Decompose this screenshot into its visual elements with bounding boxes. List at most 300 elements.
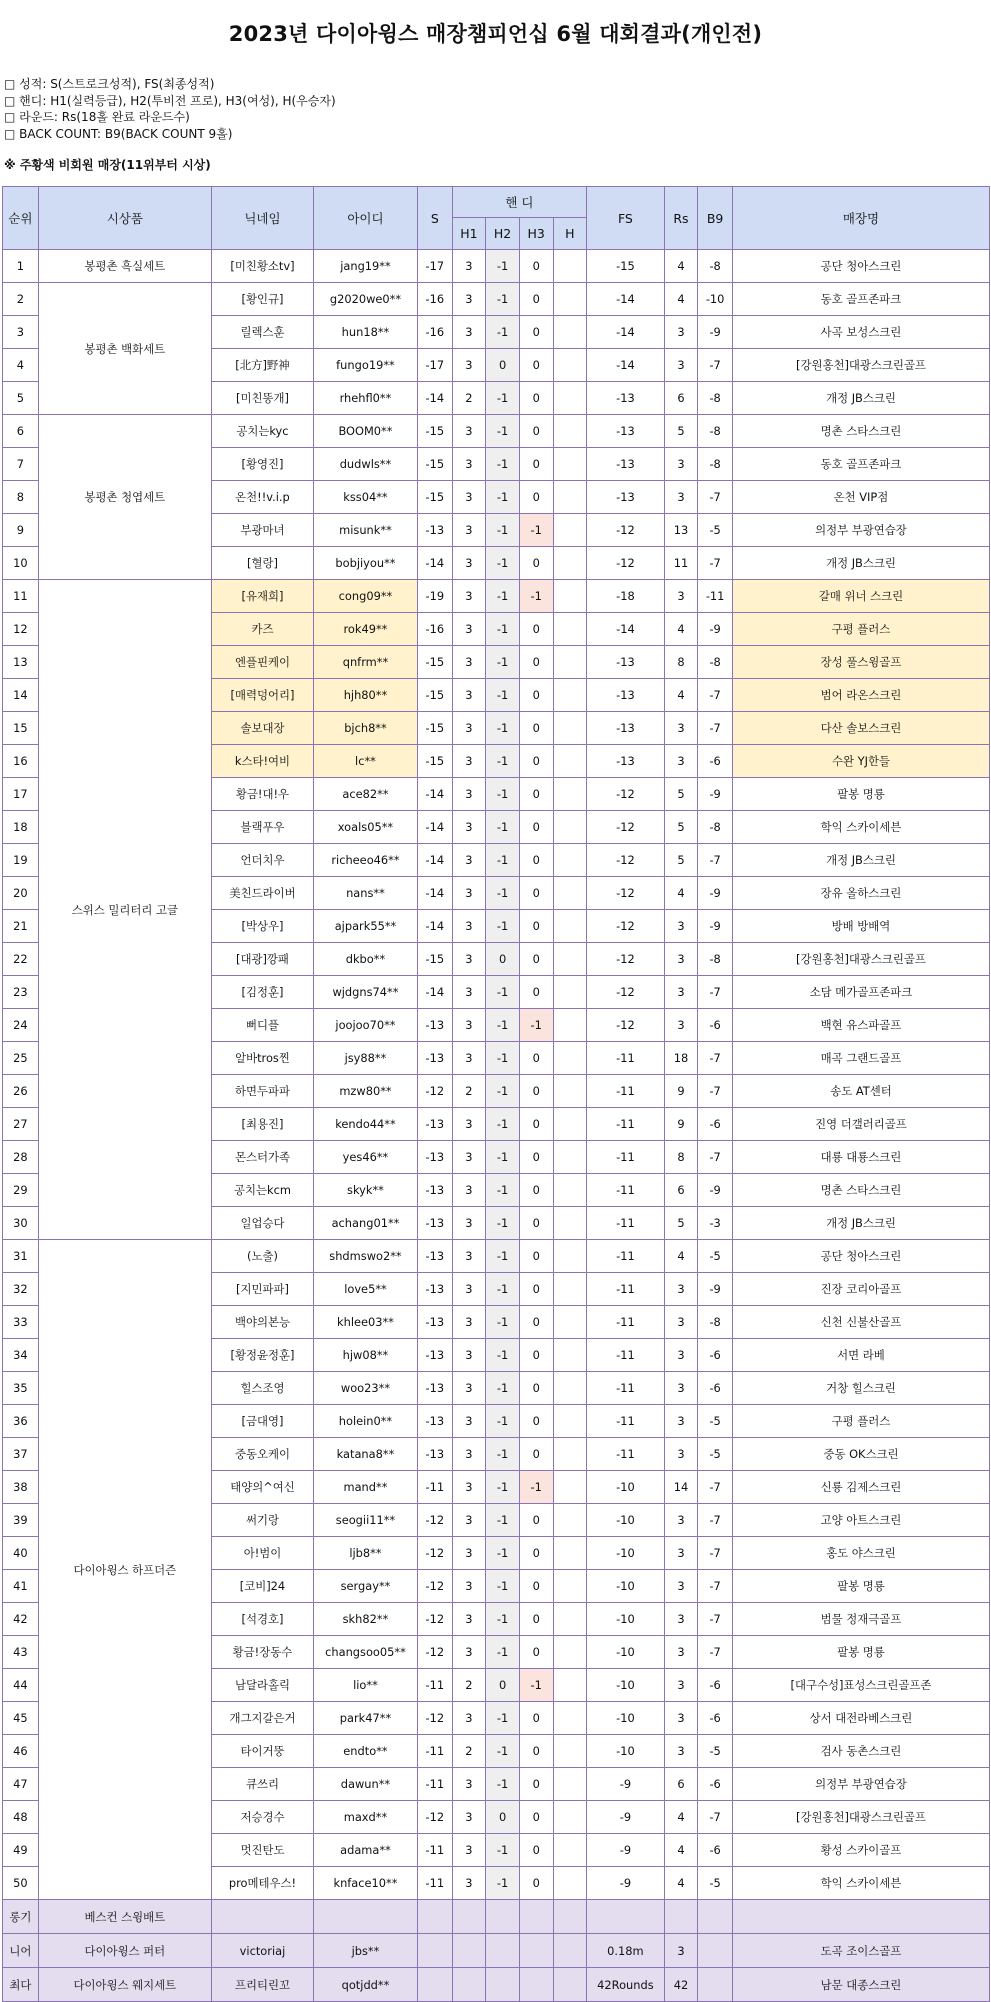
nickname-cell: 일업승다: [212, 1207, 314, 1240]
h-cell: [553, 1669, 587, 1702]
user-id-cell: rhehfl0**: [313, 382, 417, 415]
table-header: [3, 187, 990, 250]
rank-cell: 15: [3, 712, 39, 745]
h3-cell: 0: [519, 1372, 553, 1405]
final-score-cell: -11: [587, 1438, 664, 1471]
user-id-cell: mzw80**: [313, 1075, 417, 1108]
h3-cell: 0: [519, 844, 553, 877]
store-cell: 다산 솔보스크린: [732, 712, 989, 745]
backcount-cell: -7: [698, 1570, 733, 1603]
h1-cell: 3: [452, 1570, 486, 1603]
h-cell: [553, 1504, 587, 1537]
h-cell: [553, 580, 587, 613]
user-id-cell: joojoo70**: [313, 1009, 417, 1042]
h3-cell: 0: [519, 1504, 553, 1537]
rank-cell: 1: [3, 250, 39, 283]
user-id-cell: holein0**: [313, 1405, 417, 1438]
final-score-cell: -13: [587, 745, 664, 778]
nickname-cell: 몬스터가족: [212, 1141, 314, 1174]
nickname-cell: 하면두파파: [212, 1075, 314, 1108]
h2-cell: -1: [486, 415, 520, 448]
h-cell: [553, 514, 587, 547]
h-cell: [553, 1603, 587, 1636]
store-cell: 동호 골프존파크: [732, 448, 989, 481]
store-cell: 공단 청아스크린: [732, 250, 989, 283]
backcount-cell: -9: [698, 613, 733, 646]
store-cell: 범물 정재극골프: [732, 1603, 989, 1636]
stroke-cell: -12: [417, 1537, 452, 1570]
h1-cell: 2: [452, 1735, 486, 1768]
final-score-cell: -15: [587, 250, 664, 283]
rounds-cell: 42: [664, 1968, 698, 2002]
h1-cell: [452, 1968, 486, 2002]
rounds-cell: 3: [664, 1306, 698, 1339]
legend-line-rounds: □ 라운드: Rs(18홀 완료 라운드수): [4, 110, 190, 124]
h1-cell: 3: [452, 679, 486, 712]
nickname-cell: [황영진]: [212, 448, 314, 481]
h-cell: [553, 778, 587, 811]
rank-cell: 45: [3, 1702, 39, 1735]
header-final-score: FS: [587, 187, 664, 250]
h3-cell: 0: [519, 1108, 553, 1141]
h1-cell: 3: [452, 283, 486, 316]
h-cell: [553, 382, 587, 415]
rounds-cell: 4: [664, 679, 698, 712]
h3-cell: 0: [519, 778, 553, 811]
final-score-cell: -9: [587, 1834, 664, 1867]
h1-cell: 3: [452, 1636, 486, 1669]
rounds-cell: 3: [664, 1603, 698, 1636]
rank-cell: 21: [3, 910, 39, 943]
h1-cell: [452, 1934, 486, 1968]
nickname-cell: 힐스조영: [212, 1372, 314, 1405]
final-score-cell: -12: [587, 976, 664, 1009]
nickname-cell: 공치는kyc: [212, 415, 314, 448]
legend-line-handicap: □ 핸디: H1(실력등급), H2(투비전 프로), H3(여성), H(우승자): [4, 93, 336, 108]
rounds-cell: 3: [664, 1504, 698, 1537]
rank-cell: 43: [3, 1636, 39, 1669]
rounds-cell: 3: [664, 1009, 698, 1042]
header-handicap: 핸 디: [452, 187, 587, 218]
rounds-cell: 3: [664, 481, 698, 514]
rounds-cell: 3: [664, 712, 698, 745]
rounds-cell: 5: [664, 811, 698, 844]
store-cell: [강원홍천]대광스크린골프: [732, 1801, 989, 1834]
backcount-cell: -3: [698, 1207, 733, 1240]
final-score-cell: -13: [587, 712, 664, 745]
user-id-cell: jang19**: [313, 250, 417, 283]
rounds-cell: 3: [664, 1934, 698, 1968]
h-cell: [553, 811, 587, 844]
nickname-cell: 멋진탄도: [212, 1834, 314, 1867]
notice: ※ 주황색 비회원 매장(11위부터 시상): [4, 158, 211, 172]
rank-cell: 42: [3, 1603, 39, 1636]
user-id-cell: endto**: [313, 1735, 417, 1768]
h3-cell: 0: [519, 481, 553, 514]
h2-cell: -1: [486, 1141, 520, 1174]
store-cell: 진장 코리아골프: [732, 1273, 989, 1306]
h1-cell: 3: [452, 1702, 486, 1735]
final-score-cell: -11: [587, 1372, 664, 1405]
store-cell: [732, 1900, 989, 1934]
store-cell: [대구수성]표성스크린골프존: [732, 1669, 989, 1702]
backcount-cell: -5: [698, 514, 733, 547]
rank-cell: 47: [3, 1768, 39, 1801]
record-cell: [587, 1900, 664, 1934]
nickname-cell: [미친황소tv]: [212, 250, 314, 283]
rank-cell: 39: [3, 1504, 39, 1537]
user-id-cell: ljb8**: [313, 1537, 417, 1570]
h2-cell: -1: [486, 646, 520, 679]
final-score-cell: -10: [587, 1669, 664, 1702]
user-id-cell: hjh80**: [313, 679, 417, 712]
user-id-cell: seogii11**: [313, 1504, 417, 1537]
stroke-cell: -11: [417, 1834, 452, 1867]
rounds-cell: 3: [664, 448, 698, 481]
rounds-cell: 5: [664, 415, 698, 448]
h3-cell: [519, 1900, 553, 1934]
backcount-cell: -5: [698, 1735, 733, 1768]
nickname-cell: 카즈: [212, 613, 314, 646]
rank-cell: 34: [3, 1339, 39, 1372]
user-id-cell: skyk**: [313, 1174, 417, 1207]
h3-cell: 0: [519, 382, 553, 415]
user-id-cell: woo23**: [313, 1372, 417, 1405]
final-score-cell: -18: [587, 580, 664, 613]
store-cell: 범어 라온스크린: [732, 679, 989, 712]
user-id-cell: jbs**: [313, 1934, 417, 1968]
rank-cell: 29: [3, 1174, 39, 1207]
user-id-cell: lio**: [313, 1669, 417, 1702]
rank-cell: 30: [3, 1207, 39, 1240]
h1-cell: 3: [452, 976, 486, 1009]
final-score-cell: -14: [587, 283, 664, 316]
stroke-cell: -14: [417, 547, 452, 580]
rounds-cell: 3: [664, 943, 698, 976]
final-score-cell: -12: [587, 778, 664, 811]
nickname-cell: k스타!여비: [212, 745, 314, 778]
user-id-cell: [313, 1900, 417, 1934]
backcount-cell: -8: [698, 943, 733, 976]
nickname-cell: [北方]野神: [212, 349, 314, 382]
rounds-cell: 3: [664, 1537, 698, 1570]
h1-cell: 3: [452, 1108, 486, 1141]
final-score-cell: -13: [587, 415, 664, 448]
h-cell: [553, 679, 587, 712]
h2-cell: -1: [486, 580, 520, 613]
stroke-cell: [417, 1900, 452, 1934]
user-id-cell: rok49**: [313, 613, 417, 646]
user-id-cell: ace82**: [313, 778, 417, 811]
store-cell: 남문 대종스크린: [732, 1968, 989, 2002]
h-cell: [553, 1339, 587, 1372]
store-cell: 학익 스카이세븐: [732, 1867, 989, 1900]
store-cell: 상서 대전라베스크린: [732, 1702, 989, 1735]
h1-cell: 3: [452, 943, 486, 976]
store-cell: 거창 힐스크린: [732, 1372, 989, 1405]
final-score-cell: -11: [587, 1174, 664, 1207]
table-row: [3, 415, 990, 448]
rounds-cell: 4: [664, 1801, 698, 1834]
h3-cell: 0: [519, 1306, 553, 1339]
nickname-cell: 개그지갈은거: [212, 1702, 314, 1735]
rounds-cell: 4: [664, 1240, 698, 1273]
rounds-cell: 3: [664, 349, 698, 382]
stroke-cell: -13: [417, 1438, 452, 1471]
rank-cell: 50: [3, 1867, 39, 1900]
rounds-cell: 9: [664, 1108, 698, 1141]
h-cell: [553, 745, 587, 778]
store-cell: 의정부 부광연습장: [732, 1768, 989, 1801]
h3-cell: 0: [519, 1801, 553, 1834]
final-score-cell: -10: [587, 1471, 664, 1504]
nickname-cell: 언더치우: [212, 844, 314, 877]
user-id-cell: cong09**: [313, 580, 417, 613]
h2-cell: -1: [486, 1372, 520, 1405]
final-score-cell: -10: [587, 1702, 664, 1735]
h1-cell: 3: [452, 1009, 486, 1042]
stroke-cell: -14: [417, 382, 452, 415]
nickname-cell: 남달라홀릭: [212, 1669, 314, 1702]
h-cell: [553, 1207, 587, 1240]
h1-cell: [452, 1900, 486, 1934]
rounds-cell: 4: [664, 1867, 698, 1900]
h-cell: [553, 712, 587, 745]
store-cell: 개정 JB스크린: [732, 1207, 989, 1240]
final-score-cell: -12: [587, 514, 664, 547]
h2-cell: 0: [486, 1669, 520, 1702]
h1-cell: 3: [452, 1603, 486, 1636]
stroke-cell: -12: [417, 1702, 452, 1735]
h1-cell: 3: [452, 844, 486, 877]
backcount-cell: -7: [698, 1075, 733, 1108]
store-cell: 백현 유스파골프: [732, 1009, 989, 1042]
h3-cell: 0: [519, 1240, 553, 1273]
rank-cell: 37: [3, 1438, 39, 1471]
rank-cell: 14: [3, 679, 39, 712]
h-cell: [553, 613, 587, 646]
h-cell: [553, 547, 587, 580]
rank-cell: 48: [3, 1801, 39, 1834]
h2-cell: 0: [486, 1801, 520, 1834]
h1-cell: 3: [452, 712, 486, 745]
stroke-cell: -14: [417, 844, 452, 877]
stroke-cell: -14: [417, 877, 452, 910]
backcount-cell: -6: [698, 1768, 733, 1801]
h2-cell: -1: [486, 1273, 520, 1306]
h-cell: [553, 1834, 587, 1867]
rank-cell: 38: [3, 1471, 39, 1504]
backcount-cell: -8: [698, 382, 733, 415]
final-score-cell: -11: [587, 1207, 664, 1240]
final-score-cell: -9: [587, 1768, 664, 1801]
store-cell: 사곡 보성스크린: [732, 316, 989, 349]
record-cell: 0.18m: [587, 1934, 664, 1968]
nickname-cell: victoriaj: [212, 1934, 314, 1968]
rounds-cell: 3: [664, 580, 698, 613]
user-id-cell: g2020we0**: [313, 283, 417, 316]
stroke-cell: -12: [417, 1801, 452, 1834]
user-id-cell: bobjiyou**: [313, 547, 417, 580]
rounds-cell: 6: [664, 1768, 698, 1801]
final-score-cell: -14: [587, 349, 664, 382]
h1-cell: 3: [452, 877, 486, 910]
backcount-cell: -7: [698, 1801, 733, 1834]
h1-cell: 3: [452, 1537, 486, 1570]
rounds-cell: 8: [664, 1141, 698, 1174]
user-id-cell: qnfrm**: [313, 646, 417, 679]
nickname-cell: [황정윤정훈]: [212, 1339, 314, 1372]
h3-cell: 0: [519, 1042, 553, 1075]
rank-cell: 35: [3, 1372, 39, 1405]
rounds-cell: 3: [664, 1636, 698, 1669]
h-cell: [553, 415, 587, 448]
final-score-cell: -13: [587, 382, 664, 415]
h2-cell: -1: [486, 1009, 520, 1042]
h3-cell: 0: [519, 1636, 553, 1669]
h-cell: [553, 910, 587, 943]
stroke-cell: -13: [417, 1108, 452, 1141]
user-id-cell: kss04**: [313, 481, 417, 514]
backcount-cell: -7: [698, 712, 733, 745]
backcount-cell: -7: [698, 1537, 733, 1570]
header-h3: H3: [519, 218, 553, 250]
h2-cell: -1: [486, 910, 520, 943]
h1-cell: 3: [452, 1240, 486, 1273]
user-id-cell: achang01**: [313, 1207, 417, 1240]
h1-cell: 3: [452, 1339, 486, 1372]
rank-cell: 11: [3, 580, 39, 613]
store-cell: 대룡 대룡스크린: [732, 1141, 989, 1174]
prize-cell: 봉평촌 흑실세트: [38, 250, 211, 283]
table-body: [3, 250, 990, 2002]
h1-cell: 3: [452, 250, 486, 283]
h2-cell: -1: [486, 712, 520, 745]
prize-cell: 다이아윙스 웨지세트: [38, 1968, 211, 2002]
user-id-cell: qotjdd**: [313, 1968, 417, 2002]
h1-cell: 3: [452, 1273, 486, 1306]
stroke-cell: -17: [417, 349, 452, 382]
rank-cell: 17: [3, 778, 39, 811]
award-type-cell: 최다: [3, 1968, 39, 2002]
rank-cell: 5: [3, 382, 39, 415]
final-score-cell: -12: [587, 943, 664, 976]
h3-cell: 0: [519, 1867, 553, 1900]
nickname-cell: 엔플핀케이: [212, 646, 314, 679]
rounds-cell: 3: [664, 1669, 698, 1702]
h2-cell: -1: [486, 1867, 520, 1900]
store-cell: 온천 VIP점: [732, 481, 989, 514]
h1-cell: 3: [452, 613, 486, 646]
store-cell: 홍도 야스크린: [732, 1537, 989, 1570]
rank-cell: 24: [3, 1009, 39, 1042]
backcount-cell: -7: [698, 481, 733, 514]
stroke-cell: -11: [417, 1471, 452, 1504]
store-cell: 송도 AT센터: [732, 1075, 989, 1108]
h3-cell: 0: [519, 1537, 553, 1570]
stroke-cell: -11: [417, 1867, 452, 1900]
store-cell: 진영 더갤러리골프: [732, 1108, 989, 1141]
final-score-cell: -10: [587, 1636, 664, 1669]
final-score-cell: -12: [587, 910, 664, 943]
h3-cell: 0: [519, 1174, 553, 1207]
h3-cell: 0: [519, 613, 553, 646]
h3-cell: [519, 1968, 553, 2002]
user-id-cell: adama**: [313, 1834, 417, 1867]
nickname-cell: (노출): [212, 1240, 314, 1273]
store-cell: 명촌 스타스크린: [732, 1174, 989, 1207]
h-cell: [553, 1372, 587, 1405]
h-cell: [553, 250, 587, 283]
user-id-cell: knface10**: [313, 1867, 417, 1900]
nickname-cell: 프리티린꼬: [212, 1968, 314, 2002]
store-cell: 검사 동촌스크린: [732, 1735, 989, 1768]
special-prize-row: [3, 1900, 990, 1934]
store-cell: 개정 JB스크린: [732, 844, 989, 877]
h3-cell: 0: [519, 1570, 553, 1603]
store-cell: 매곡 그랜드골프: [732, 1042, 989, 1075]
backcount-cell: -11: [698, 580, 733, 613]
rounds-cell: [664, 1900, 698, 1934]
nickname-cell: 美친드라이버: [212, 877, 314, 910]
user-id-cell: katana8**: [313, 1438, 417, 1471]
h2-cell: -1: [486, 1108, 520, 1141]
store-cell: 팔봉 명룡: [732, 1636, 989, 1669]
rounds-cell: 18: [664, 1042, 698, 1075]
h-cell: [553, 1306, 587, 1339]
nickname-cell: 블랙푸우: [212, 811, 314, 844]
rounds-cell: 3: [664, 1702, 698, 1735]
h2-cell: -1: [486, 679, 520, 712]
rank-cell: 4: [3, 349, 39, 382]
final-score-cell: -11: [587, 1339, 664, 1372]
stroke-cell: -13: [417, 1372, 452, 1405]
backcount-cell: -6: [698, 1702, 733, 1735]
rounds-cell: 8: [664, 646, 698, 679]
nickname-cell: [석경호]: [212, 1603, 314, 1636]
nickname-cell: 부광마녀: [212, 514, 314, 547]
h1-cell: 3: [452, 481, 486, 514]
h2-cell: -1: [486, 1834, 520, 1867]
nickname-cell: [매력덩어리]: [212, 679, 314, 712]
h2-cell: -1: [486, 1537, 520, 1570]
nickname-cell: 뻐디플: [212, 1009, 314, 1042]
h3-cell: 0: [519, 679, 553, 712]
h2-cell: -1: [486, 547, 520, 580]
h-cell: [553, 1075, 587, 1108]
nickname-cell: 중동오케이: [212, 1438, 314, 1471]
h2-cell: -1: [486, 811, 520, 844]
h3-cell: 0: [519, 811, 553, 844]
final-score-cell: -14: [587, 613, 664, 646]
final-score-cell: -11: [587, 1042, 664, 1075]
h2-cell: -1: [486, 1405, 520, 1438]
store-cell: 개정 JB스크린: [732, 382, 989, 415]
h-cell: [553, 1934, 587, 1968]
h-cell: [553, 448, 587, 481]
final-score-cell: -11: [587, 1273, 664, 1306]
nickname-cell: [혈랑]: [212, 547, 314, 580]
nickname-cell: 릴렉스훈: [212, 316, 314, 349]
stroke-cell: -14: [417, 778, 452, 811]
h-cell: [553, 1570, 587, 1603]
h-cell: [553, 1537, 587, 1570]
rank-cell: 31: [3, 1240, 39, 1273]
header-h1: H1: [452, 218, 486, 250]
backcount-cell: -9: [698, 877, 733, 910]
special-prize-row: [3, 1934, 990, 1968]
rounds-cell: 14: [664, 1471, 698, 1504]
